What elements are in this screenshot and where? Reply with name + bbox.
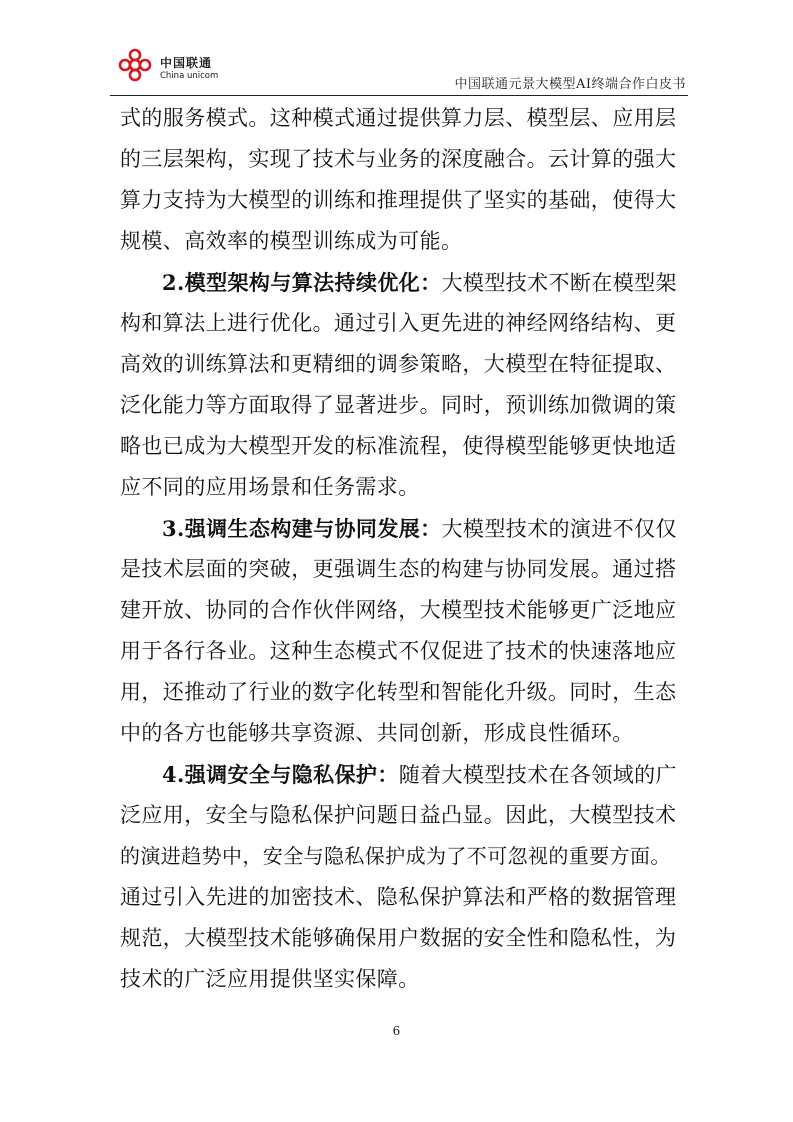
page-number: 6 xyxy=(392,1024,401,1038)
text-line: 式的服务模式。这种模式通过提供算力层、模型层、应用层 xyxy=(120,106,677,130)
text-line: 高效的训练算法和更精细的调参策略，大模型在特征提取、 xyxy=(120,352,677,376)
header-divider xyxy=(110,95,688,96)
unicom-knot-icon xyxy=(118,48,152,82)
document-title: 中国联通元景大模型AI终端合作白皮书 xyxy=(454,77,686,92)
text-line: 是技术层面的突破，更强调生态的构建与协同发展。通过搭 xyxy=(120,557,677,581)
china-unicom-logo xyxy=(118,44,258,88)
text-line: 算力支持为大模型的训练和推理提供了坚实的基础，使得大 xyxy=(120,188,677,212)
text-line: 用，还推动了行业的数字化转型和智能化升级。同时，生态 xyxy=(120,680,677,704)
text-line: 略也已成为大模型开发的标准流程，使得模型能够更快地适 xyxy=(120,434,677,458)
text-line: 建开放、协同的合作伙伴网络，大模型技术能够更广泛地应 xyxy=(120,598,677,622)
section-heading: 2.模型架构与算法持续优化： xyxy=(162,270,442,295)
text-line: 的演进趋势中，安全与隐私保护成为了不可忽视的重要方面。 xyxy=(120,844,671,868)
text-line: 规范，大模型技术能够确保用户数据的安全性和隐私性，为 xyxy=(120,926,677,950)
section-heading: 3.强调生态构建与协同发展： xyxy=(162,516,442,541)
body-text xyxy=(120,98,680,1000)
text-line: 通过引入先进的加密技术、隐私保护算法和严格的数据管理 xyxy=(120,885,677,909)
logo-text-cn: 中国联通 xyxy=(160,56,213,70)
section-heading-line xyxy=(120,262,680,303)
text-line: 构和算法上进行优化。通过引入更先进的神经网络结构、更 xyxy=(120,311,677,335)
text-line: 的三层架构，实现了技术与业务的深度融合。云计算的强大 xyxy=(120,147,677,171)
logo-text-en: China unicom xyxy=(160,71,219,81)
text-line: 应不同的应用场景和任务需求。 xyxy=(120,475,420,499)
text-span: 大模型技术不断在模型架 xyxy=(441,271,677,295)
text-line: 用于各行各业。这种生态模式不仅促进了技术的快速落地应 xyxy=(120,639,677,663)
section-heading-line xyxy=(120,508,680,549)
section-heading-line xyxy=(120,754,680,795)
section-heading: 4.强调安全与隐私保护： xyxy=(162,762,399,787)
text-span: 随着大模型技术在各领域的广 xyxy=(398,763,677,787)
text-line: 技术的广泛应用提供坚实保障。 xyxy=(120,967,420,991)
text-line: 泛应用，安全与隐私保护问题日益凸显。因此，大模型技术 xyxy=(120,803,677,827)
text-line: 中的各方也能够共享资源、共同创新，形成良性循环。 xyxy=(120,721,634,745)
text-line: 规模、高效率的模型训练成为可能。 xyxy=(120,229,463,253)
page-header xyxy=(110,36,688,96)
text-line: 泛化能力等方面取得了显著进步。同时，预训练加微调的策 xyxy=(120,393,677,417)
text-span: 大模型技术的演进不仅仅 xyxy=(441,517,677,541)
